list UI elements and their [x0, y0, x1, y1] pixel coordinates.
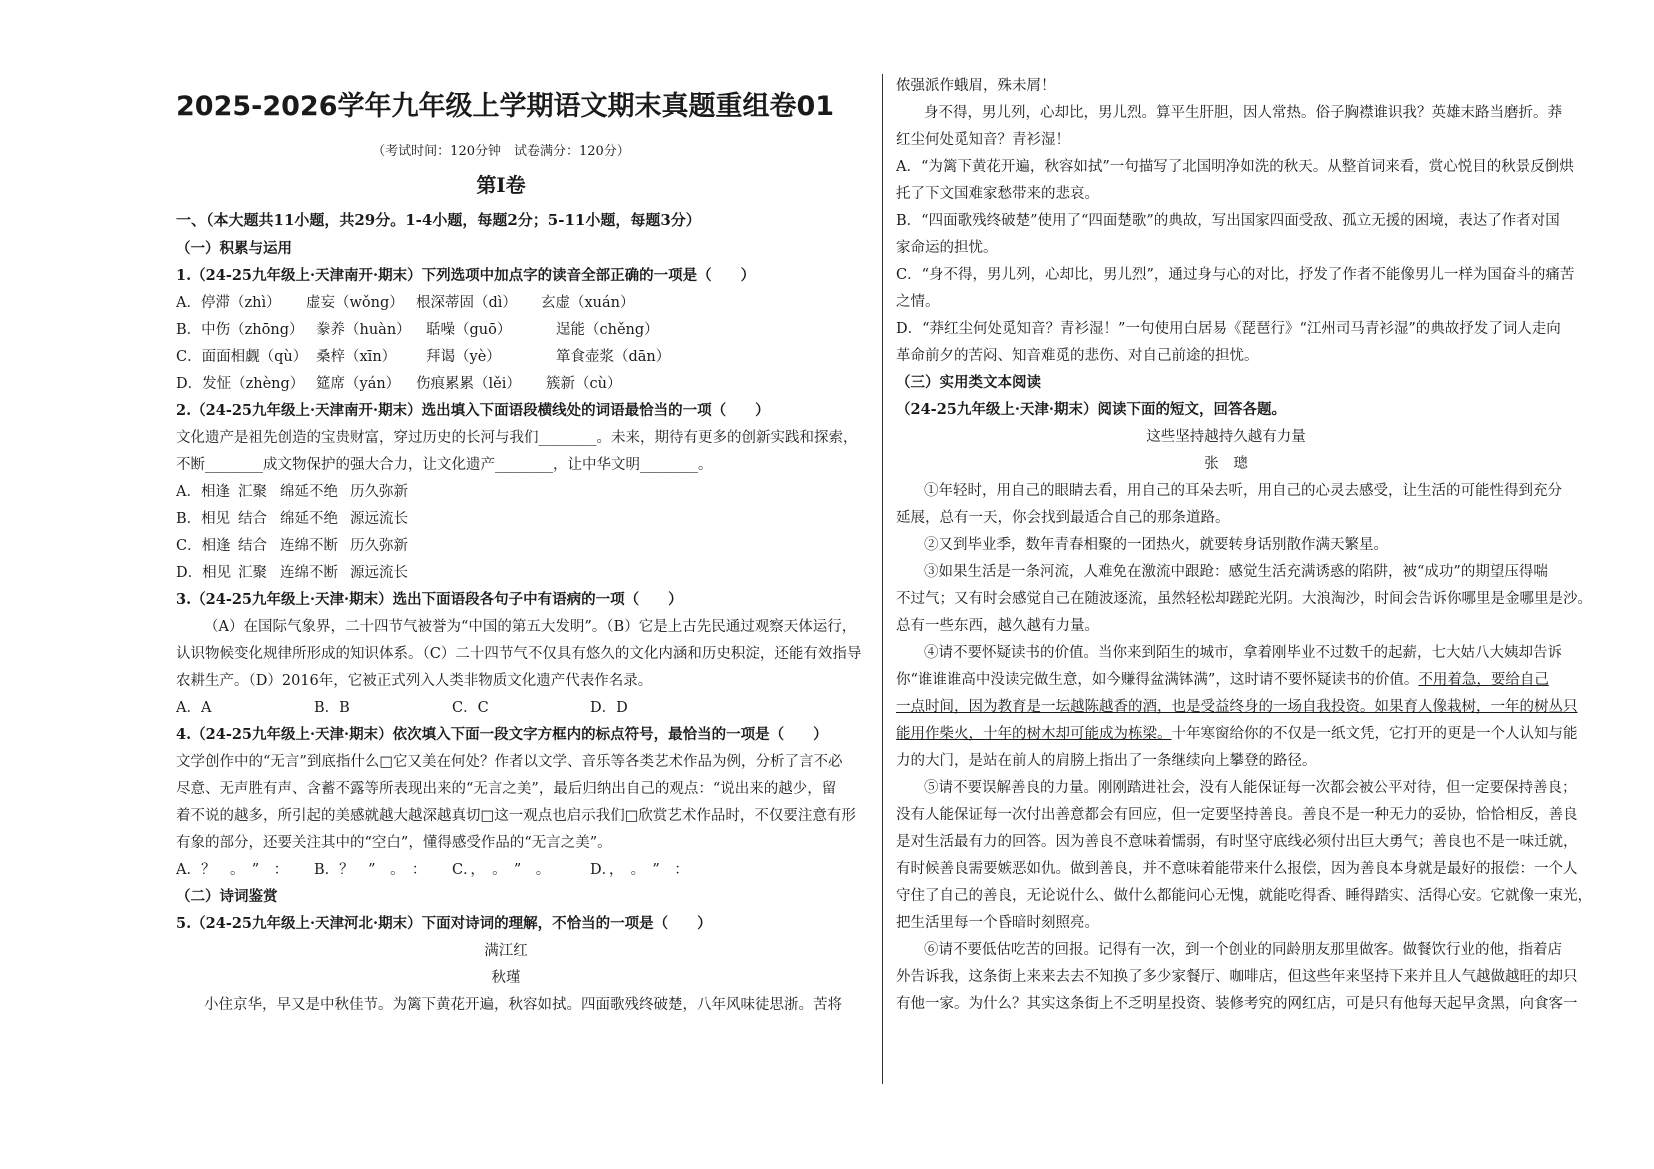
option-text: B．“四面歌残终破楚”使用了“四面楚歌”的典故，写出国家四面受敌、孤立无援的困境，表达了作者对国 [896, 213, 1560, 229]
paragraph-text: 有他一家。为什么？其实这条街上不乏明星投资、装修考究的网红店，可是只有他每天起早贪黑，向食客一 [896, 996, 1578, 1012]
option-row: B．中伤（zhōng） 豢养（huàn） 聒噪（guō） 逞能（chěng） [176, 322, 659, 338]
option-text: 托了下文国难家愁带来的悲哀。 [896, 186, 1099, 202]
question-text: 不断________成文物保护的强大合力，让文化遗产________，让中华文明________。 [176, 457, 713, 473]
option-text: 革命前夕的苦闷、知音难觅的悲伤、对自己前途的担忧。 [896, 348, 1259, 364]
question-stem: 4.（24-25九年级上·天津·期末）依次填入下面一段文字方框内的标点符号，最恰当的一项是（ ） [176, 726, 828, 743]
option-text: A．“为篱下黄花开遍，秋容如拭”一句描写了北国明净如洗的秋天。从整首词来看，赏心悦目的秋景反倒烘 [896, 159, 1574, 175]
underlined-text: 一点时间，因为教育是一坛越陈越香的酒，也是受益终身的一场自我投资。如果育人像栽树，一年的树丛只 [896, 699, 1578, 715]
poem-text: 身不得，男儿列，心却比，男儿烈。算平生肝胆，因人常热。俗子胸襟谁识我？英雄末路当磨折。莽 [924, 105, 1562, 121]
paragraph-text: 延展，总有一天，你会找到最适合自己的那条道路。 [896, 510, 1230, 526]
page-title: 2025-2026学年九年级上学期语文期末真题重组卷01 [176, 91, 835, 122]
option-text: 之情。 [896, 294, 940, 310]
paragraph-text: 守住了自己的善良，无论说什么、做什么都能问心无愧，就能吃得香、睡得踏实、活得心安。它就像一束光， [896, 888, 1592, 904]
poem-author: 秋瑾 [491, 970, 521, 986]
section-heading: 一、（本大题共11小题，共29分。1-4小题，每题2分；5-11小题，每题3分） [176, 211, 701, 229]
exam-info: （考试时间：120分钟 试卷满分：120分） [372, 144, 630, 159]
question-text: 文化遗产是祖先创造的宝贵财富，穿过历史的长河与我们________。未来，期待有更多的创新实践和探索， [176, 430, 858, 446]
paragraph-text: 把生活里每一个昏暗时刻照亮。 [896, 915, 1099, 931]
subsection-heading: （二）诗词鉴赏 [176, 888, 278, 905]
paragraph-text: ②又到毕业季，数年青春相聚的一团热火，就要转身话别散作满天繁星。 [924, 537, 1388, 553]
question-text: 着不说的越多，所引起的美感就越大越深越真切□这一观点也启示我们□欣赏艺术作品时，不仅要注意有形 [176, 808, 856, 824]
question-text: 文学创作中的“无言”到底指什么□它又美在何处？作者以文学、音乐等各类艺术作品为例，分析了言不必 [176, 754, 843, 770]
column-divider [882, 74, 883, 1084]
subsection-heading: （一）积累与运用 [176, 240, 292, 257]
paragraph-text [896, 670, 1549, 690]
question-stem: 5.（24-25九年级上·天津河北·期末）下面对诗词的理解，不恰当的一项是（ ） [176, 915, 712, 932]
paragraph-text [896, 724, 1578, 744]
question-text: 农耕生产。（D）2016年，它被正式列入人类非物质文化遗产代表作名录。 [176, 673, 653, 689]
option-row: D．相见 汇聚 连绵不断 源远流长 [176, 565, 408, 581]
question-text: 有象的部分，还要关注其中的“空白”，懂得感受作品的“无言之美”。 [176, 835, 612, 851]
question-stem: 2.（24-25九年级上·天津南开·期末）选出填入下面语段横线处的词语最恰当的一项（ ） [176, 402, 770, 419]
underlined-text: 能用作柴火，十年的树木却可能成为栋梁。 [896, 726, 1172, 742]
option-row: D．发怔（zhèng） 筵席（yán） 伤痕累累（lěi） 簇新（cù） [176, 376, 622, 392]
article-title: 这些坚持越持久越有力量 [1146, 429, 1306, 445]
option-row: B．相见 结合 绵延不绝 源远流长 [176, 511, 408, 527]
question-stem: 1.（24-25九年级上·天津南开·期末）下列选项中加点字的读音全部正确的一项是（ ） [176, 267, 756, 284]
paragraph-text-part: 十年寒窗给你的不仅是一纸文凭，它打开的更是一个人认知与能 [1171, 726, 1578, 742]
paragraph-text: 不过气；又有时会感觉自己在随波逐流，虽然轻松却蹉跎光阴。大浪淘沙，时间会告诉你哪里是金哪里是沙。 [896, 591, 1592, 607]
option-row: A．A B．B C．C D．D [176, 700, 628, 716]
question-text: 尽意、无声胜有声、含蓄不露等所表现出来的“无言之美”，最后归纳出自己的观点：“说出来的越少，留 [176, 781, 837, 797]
subsection-heading: （三）实用类文本阅读 [896, 374, 1041, 391]
option-text: 家命运的担忧。 [896, 240, 998, 256]
poem-text: 小住京华，早又是中秋佳节。为篱下黄花开遍，秋容如拭。四面歌残终破楚，八年风味徒思浙。苦将 [204, 997, 842, 1013]
article-author: 张 璁 [1204, 456, 1248, 472]
option-row: C．相逢 结合 连绵不断 历久弥新 [176, 538, 408, 554]
option-row: A．相逢 汇聚 绵延不绝 历久弥新 [176, 484, 408, 500]
poem-text: 侬强派作蛾眉，殊未屑！ [896, 78, 1056, 94]
paragraph-text: 力的大门，是站在前人的肩膀上指出了一条继续向上攀登的路径。 [896, 753, 1317, 769]
paragraph-text: ①年轻时，用自己的眼睛去看，用自己的耳朵去听，用自己的心灵去感受，让生活的可能性得到充分 [924, 483, 1562, 499]
option-row: A．？ 。 ” ： B．？ ” 。 ： C．， 。 ” 。 D．， 。 ” ： [176, 862, 689, 878]
paragraph-text: 外告诉我，这条街上来来去去不知换了多少家餐厅、咖啡店，但这些年来坚持下来并且人气越做越旺的却只 [896, 969, 1578, 985]
paragraph-text: ⑥请不要低估吃苦的回报。记得有一次，到一个创业的同龄朋友那里做客。做餐饮行业的他，指着店 [924, 942, 1562, 958]
paragraph-text: 有时候善良需要嫉恶如仇。做到善良，并不意味着能带来什么报偿，因为善良本身就是最好的报偿：一个人 [896, 861, 1578, 877]
option-text: D．“莽红尘何处觅知音？青衫湿！”一句使用白居易《琵琶行》“江州司马青衫湿”的典故抒发了词人走向 [896, 321, 1561, 337]
option-row: A．停滞（zhì） 虚妄（wǒng） 根深蒂固（dì） 玄虚（xuán） [176, 295, 635, 311]
volume-heading: 第Ⅰ卷 [476, 173, 526, 197]
question-stem: 3.（24-25九年级上·天津·期末）选出下面语段各句子中有语病的一项（ ） [176, 591, 683, 608]
option-row: C．面面相觑（qù） 桑梓（xīn） 拜谒（yè） 箪食壶浆（dān） [176, 349, 671, 365]
paragraph-text: ④请不要怀疑读书的价值。当你来到陌生的城市，拿着刚毕业不过数千的起薪，七大姑八大姨却告诉 [924, 645, 1562, 661]
paragraph-text-part: 你“谁谁谁高中没读完做生意，如今赚得盆满钵满”，这时请不要怀疑读书的价值。 [896, 672, 1419, 688]
paragraph-text: ③如果生活是一条河流，人难免在激流中跟跄：感觉生活充满诱惑的陷阱，被“成功”的期望压得喘 [924, 564, 1548, 580]
option-text: C．“身不得，男儿列，心却比，男儿烈”，通过身与心的对比，抒发了作者不能像男儿一样为国奋斗的痛苦 [896, 267, 1575, 283]
paragraph-text: ⑤请不要误解善良的力量。刚刚踏进社会，没有人能保证每一次都会被公平对待，但一定要保持善良； [924, 780, 1577, 796]
poem-title: 满江红 [484, 943, 528, 959]
question-text: 认识物候变化规律所形成的知识体系。（C）二十四节气不仅具有悠久的文化内涵和历史积淀，还能有效指导 [176, 646, 862, 662]
paragraph-text: 没有人能保证每一次付出善意都会有回应，但一定要坚持善良。善良不是一种无力的妥协，恰恰相反，善良 [896, 807, 1578, 823]
underlined-text: 不用着急，要给自己 [1418, 672, 1549, 688]
question-text: （A）在国际气象界，二十四节气被誉为“中国的第五大发明”。（B）它是上古先民通过观察天体运行， [204, 619, 857, 635]
poem-text: 红尘何处觅知音？青衫湿！ [896, 132, 1070, 148]
reading-intro: （24-25九年级上·天津·期末）阅读下面的短文，回答各题。 [896, 401, 1286, 418]
paragraph-text: 是对生活最有力的回答。因为善良不意味着懦弱，有时坚守底线必须付出巨大勇气；善良也不是一味迁就， [896, 834, 1578, 850]
paragraph-text: 总有一些东西，越久越有力量。 [896, 618, 1099, 634]
